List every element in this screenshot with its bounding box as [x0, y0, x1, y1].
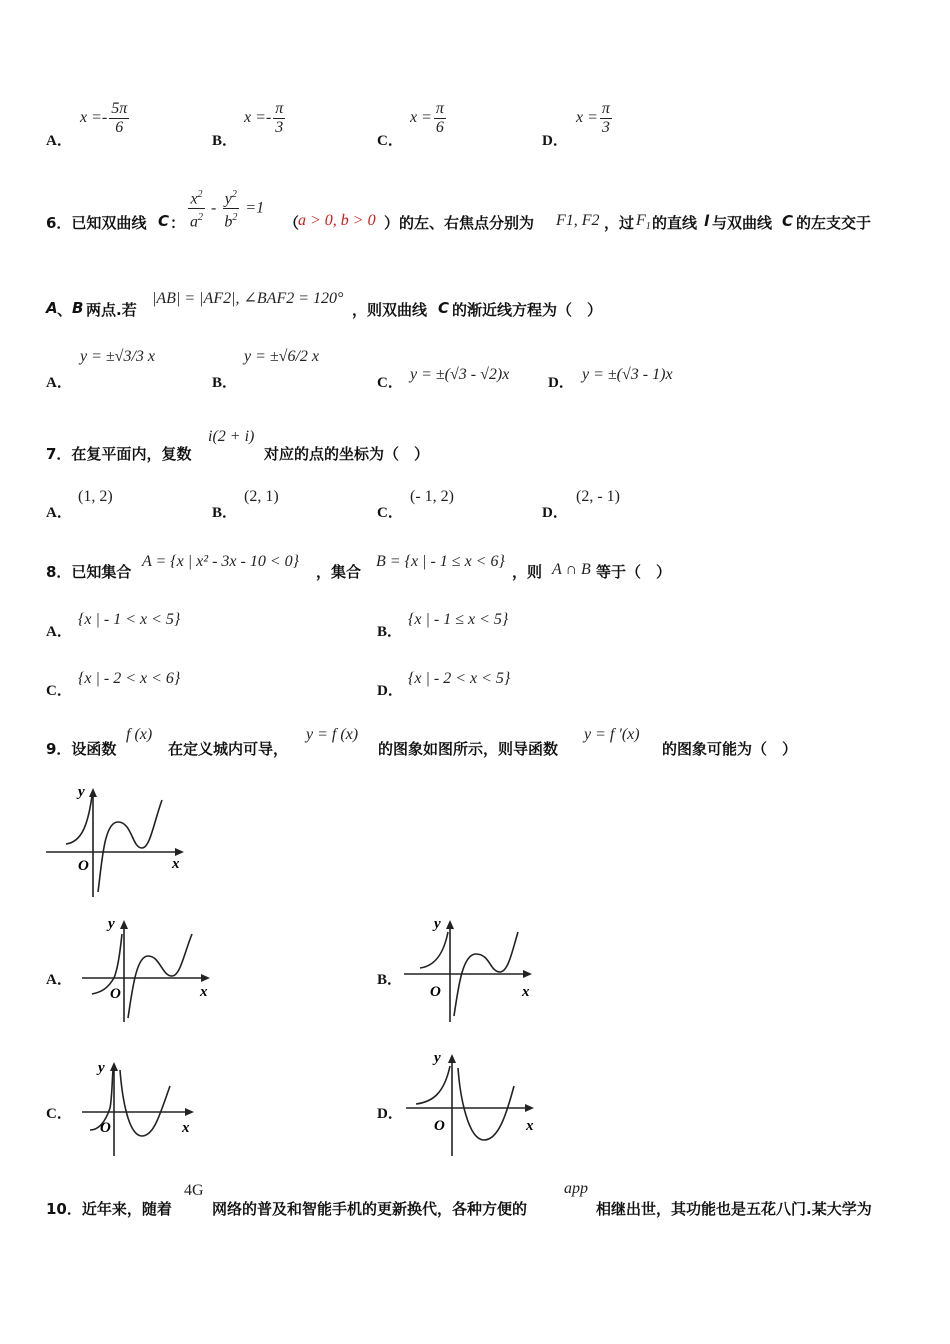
- q8-set-b: B = {x | - 1 ≤ x < 6}: [376, 553, 505, 570]
- q8-option-c-label: C．: [46, 683, 72, 699]
- q6-option-b-expr: y = ±√6/2 x: [244, 348, 320, 365]
- q5-option-c-expr: x = $\frac{\pi}{6}$: [410, 100, 444, 136]
- q9-option-b-graph[interactable]: [400, 912, 550, 1027]
- q9-option-c-label: C．: [46, 1106, 72, 1122]
- q8-option-d-label: D．: [377, 683, 403, 699]
- q8-option-d-value: {x | - 2 < x < 5}: [408, 670, 511, 687]
- svg-text:x: x: [200, 984, 208, 1000]
- q7-prefix: 7．在复平面内，复数: [46, 445, 192, 463]
- q8-set-a: A = {x | x² - 3x - 10 < 0}: [142, 553, 300, 570]
- q6-curve: C: [158, 212, 170, 230]
- q7-option-b-value: (2, 1): [244, 488, 279, 505]
- q7-option-a-value: (1, 2): [78, 488, 113, 505]
- q9-option-a-graph[interactable]: [78, 912, 228, 1027]
- q6-line-l: l: [704, 212, 710, 230]
- svg-text:y: y: [108, 916, 115, 932]
- q9-option-a-label: A．: [46, 972, 72, 988]
- svg-text:O: O: [100, 1120, 111, 1136]
- svg-text:y: y: [98, 1060, 105, 1076]
- q7-option-d-label: D．: [542, 505, 568, 521]
- q6-line2-text3: 的渐近线方程为（ ）: [452, 301, 603, 319]
- q6-line2-text2: ，则双曲线: [352, 301, 428, 319]
- q6-text2: ，过: [604, 214, 635, 232]
- svg-text:O: O: [430, 984, 441, 1000]
- svg-text:x: x: [182, 1120, 190, 1136]
- q6-option-c-label: C．: [377, 375, 403, 391]
- q8-option-c-value: {x | - 2 < x < 6}: [78, 670, 181, 687]
- q7-option-d-value: (2, - 1): [576, 488, 620, 505]
- q5-option-a-label: A．: [46, 133, 72, 149]
- q5-option-c-label: C．: [377, 133, 403, 149]
- q8-option-b-label: B．: [377, 624, 403, 640]
- q10-prefix: 10．近年来，随着: [46, 1200, 172, 1218]
- q9-text2: 的图象如图所示，则导函数: [378, 740, 559, 758]
- q9-main-origin: O: [78, 858, 89, 874]
- q9-main-y-label: y: [78, 784, 85, 800]
- q10-text1: 网络的普及和智能手机的更新换代，各种方便的: [212, 1200, 528, 1218]
- svg-text:O: O: [110, 986, 121, 1002]
- q9-main-graph: [40, 782, 200, 902]
- q9-prefix: 9．设函数: [46, 740, 117, 758]
- q7-expr: i(2 + i): [208, 428, 255, 445]
- q6-option-d-label: D．: [548, 375, 574, 391]
- q8-option-b-value: {x | - 1 ≤ x < 5}: [408, 611, 509, 628]
- svg-text:x: x: [522, 984, 530, 1000]
- q8-mid2: ，则: [512, 563, 543, 581]
- q9-text3: 的图象可能为（ ）: [662, 740, 798, 758]
- q8-option-a-label: A．: [46, 624, 72, 640]
- q9-option-c-graph[interactable]: [78, 1046, 228, 1161]
- q9-text1: 在定义城内可导，: [168, 740, 289, 758]
- q6-option-a-label: A．: [46, 375, 72, 391]
- q9-yfx: y = f (x): [306, 726, 359, 743]
- q6-line2-text: 两点.若: [86, 301, 137, 319]
- q7-option-b-label: B．: [212, 505, 238, 521]
- q6-condition: a > 0, b > 0: [298, 212, 376, 229]
- q8-prefix: 8．已知集合: [46, 563, 132, 581]
- q6-condition-expr: |AB| = |AF2|, ∠BAF2 = 120°: [152, 290, 344, 307]
- q5-option-a-expr: x =- $\frac{5\pi}{6}$: [80, 100, 128, 136]
- q6-option-c-expr: y = ±(√3 - √2)x: [410, 366, 510, 383]
- q6-text4: 与双曲线: [712, 214, 773, 232]
- svg-text:x: x: [526, 1118, 534, 1134]
- q6-foci: F1, F2: [556, 212, 600, 229]
- q5-option-b-expr: x =- $\frac{\pi}{3}$: [244, 100, 284, 136]
- q9-option-b-label: B．: [377, 972, 403, 988]
- q10-app: app: [564, 1180, 588, 1197]
- q10-4g: 4G: [184, 1182, 204, 1199]
- q6-option-a-expr: y = ±√3/3 x: [80, 348, 156, 365]
- q6-hyperbola-equation: $\frac{x^2}{a^2}$ - $\frac{y^2}{b^2}$ =1: [186, 186, 264, 232]
- q6-prefix: 6．已知双曲线: [46, 214, 147, 232]
- q7-option-a-label: A．: [46, 505, 72, 521]
- q10-text2: 相继出世，其功能也是五花八门.某大学为: [596, 1200, 872, 1218]
- q8-mid: ，集合: [316, 563, 362, 581]
- q7-option-c-value: (- 1, 2): [410, 488, 454, 505]
- q5-option-d-label: D．: [542, 133, 568, 149]
- q6-text1: ）的左、右焦点分别为: [384, 214, 535, 232]
- q9-option-d-graph[interactable]: [402, 1046, 552, 1161]
- q5-option-d-expr: x = $\frac{\pi}{3}$: [576, 100, 610, 136]
- q6-option-b-label: B．: [212, 375, 238, 391]
- q8-suffix: 等于（ ）: [596, 563, 672, 581]
- q9-main-x-label: x: [172, 856, 180, 872]
- svg-text:O: O: [434, 1118, 445, 1134]
- q7-option-c-label: C．: [377, 505, 403, 521]
- q7-suffix: 对应的点的坐标为（ ）: [264, 445, 430, 463]
- svg-text:y: y: [434, 916, 441, 932]
- q6-text5: 的左支交于: [796, 214, 872, 232]
- q6-option-d-expr: y = ±(√3 - 1)x: [582, 366, 673, 383]
- q5-option-b-label: B．: [212, 133, 238, 149]
- q6-text3: 的直线: [652, 214, 698, 232]
- q6-colon: ：: [170, 214, 186, 232]
- q9-fx: f (x): [126, 726, 153, 743]
- q8-expr: A ∩ B: [552, 561, 591, 578]
- q9-yfpx: y = f ′(x): [584, 726, 640, 743]
- q8-option-a-value: {x | - 1 < x < 5}: [78, 611, 181, 628]
- q9-option-d-label: D．: [377, 1106, 403, 1122]
- svg-text:y: y: [434, 1050, 441, 1066]
